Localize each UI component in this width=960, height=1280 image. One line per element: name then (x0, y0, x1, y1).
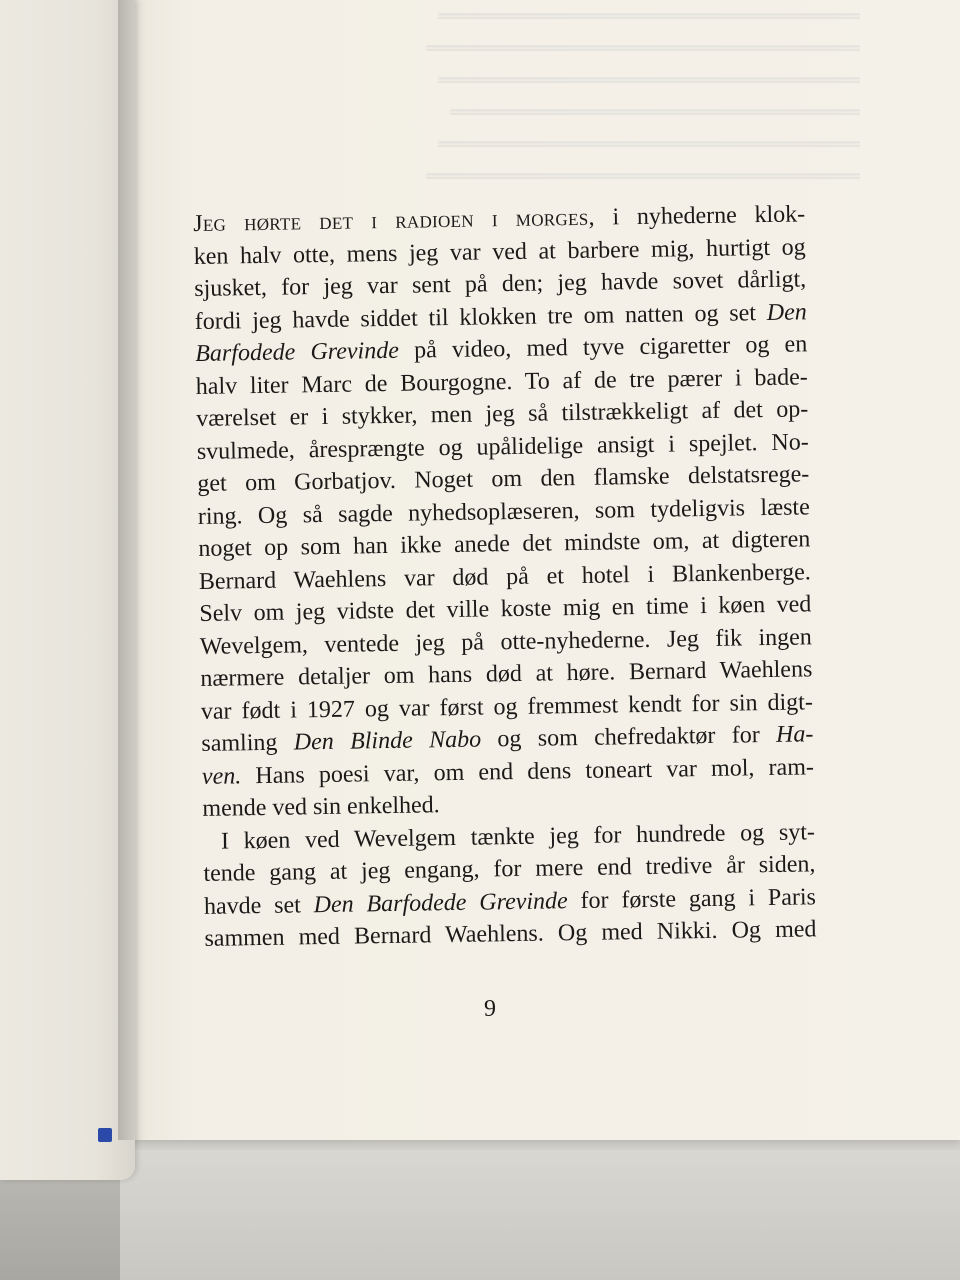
opening-small-caps: Jeg hørte det i radioen i morges, (193, 204, 595, 237)
text-line: Bernard Waehlens var død på et hotel i Blankenberge. (198, 558, 811, 595)
text-line: Selv om jeg vidste det ville koste mig en time i køen ved (199, 591, 812, 627)
book-title: Den Blinde Nabo (293, 726, 482, 756)
text-line: sammen med Bernard Waehlens. Og med Nikki. Og med (204, 916, 817, 952)
text-line: Barfodede Grevinde på video, med tyve cigaretter og en (195, 331, 808, 367)
text-line: I køen ved Wevelgem tænkte jeg for hundrede og syt- (220, 818, 816, 855)
text-line: svulmede, åresprængte og upålidelige ansigt i spejlet. No- (196, 428, 809, 465)
text-line: samling Den Blinde Nabo og som chefredaktør for Ha- (201, 721, 814, 757)
film-title: Den Barfodede Grevinde (313, 887, 568, 918)
page-number: 9 (484, 996, 496, 1022)
book-spine-mark (98, 1128, 112, 1142)
text-line: fordi jeg havde siddet til klokken tre om natten og set Den (194, 298, 807, 335)
show-through-text: ═══════════════════════════════════ ════════════════════════════════════ ═══════════════════════════════════ ══════════════════════════════════ ═══════════════════════════════════ ════════════════════════════════════ (426, 4, 860, 188)
text-line: halv liter Marc de Bourgogne. To af de tre pærer i bade- (195, 363, 808, 400)
text-line: ken halv otte, mens jeg var ved at barbere mig, hurtigt og (193, 233, 806, 270)
book-page-left (0, 0, 135, 1180)
text-line: værelset er i stykker, men jeg så tilstrækkeligt af det op- (196, 396, 809, 432)
text-line: Wevelgem, ventede jeg på otte-nyhederne. Jeg fik ingen (199, 623, 813, 660)
magazine-title: ven. (201, 762, 242, 790)
text-line: Jeg hørte det i radioen i morges, i nyhederne klok- (193, 201, 806, 237)
table-surface (0, 1150, 960, 1280)
magazine-title: Ha- (775, 721, 814, 748)
text-line: noget op som han ikke anede det mindste om, at digteren (198, 526, 811, 562)
film-title: Barfodede Grevinde (195, 337, 400, 367)
film-title: Den (766, 298, 807, 326)
body-text (193, 198, 817, 955)
text-line: tende gang at jeg engang, for mere end tredive år siden, (203, 851, 816, 887)
text-line: ven. Hans poesi var, om end dens toneart var mol, ram- (201, 753, 815, 790)
text-line: mende ved sin enkelhed. (202, 792, 440, 822)
text-line: sjusket, for jeg var sent på den; jeg havde sovet dårligt, (194, 266, 807, 302)
book-gutter-shadow (118, 0, 148, 1140)
text-line: ring. Og så sagde nyhedsoplæseren, som tydeligvis læste (197, 493, 810, 530)
text-line: var født i 1927 og var først og fremmest kendt for sin digt- (200, 688, 814, 725)
text-line: nærmere detaljer om hans død at høre. Bernard Waehlens (200, 656, 813, 692)
text-line: get om Gorbatjov. Noget om den flamske delstatsrege- (197, 461, 810, 497)
text-line: havde set Den Barfodede Grevinde for første gang i Paris (203, 883, 817, 920)
